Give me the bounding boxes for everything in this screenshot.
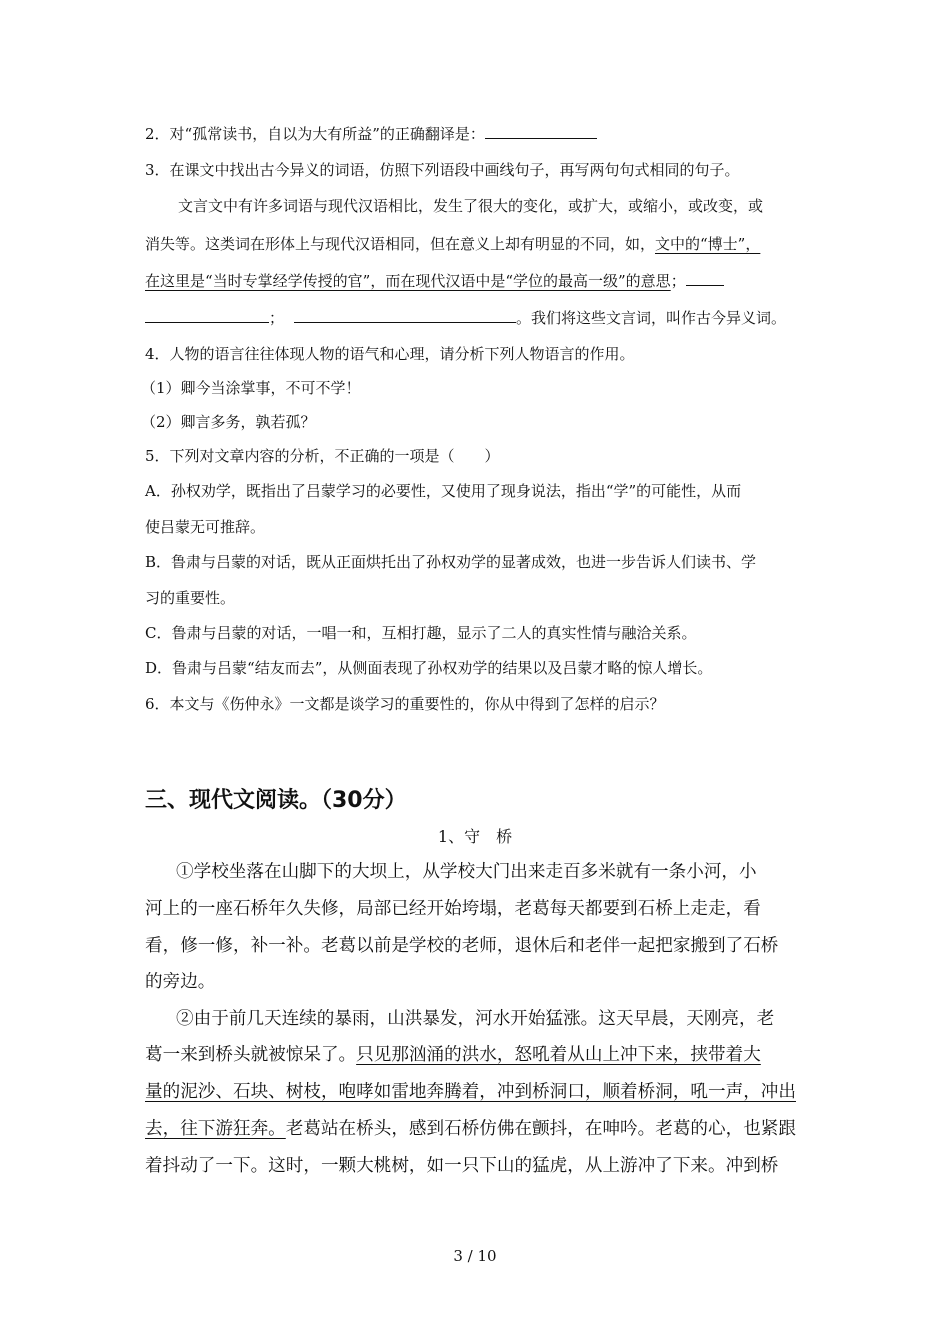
paragraph-1-line: 河上的一座石桥年久失修，局部已经开始垮塌，老葛每天都要到石桥上走走，看	[145, 899, 761, 919]
passage-text: 消失等。这类词在形体上与现代汉语相同，但在意义上却有明显的不同，如，	[145, 235, 656, 253]
page-number: 3 / 10	[453, 1247, 497, 1265]
question-4-sentence-2: （2）卿言多务，孰若孤？	[141, 413, 316, 431]
answer-blank[interactable]	[145, 308, 269, 323]
passage-text: 。我们将这些文言词，叫作古今异义词。	[516, 309, 787, 327]
underlined-sentence: 在这里是“当时专掌经学传授的官”，而在现代汉语中是“学位的最高一级”的意思	[145, 272, 671, 290]
question-4: 4．人物的语言往往体现人物的语气和心理，请分析下列人物语言的作用。	[145, 345, 635, 363]
section-heading: 三、现代文阅读。（30分）	[145, 788, 407, 813]
passage-title: 1、守 桥	[437, 827, 513, 846]
paragraph-2-line	[145, 1080, 796, 1104]
option-b-cont: 习的重要性。	[145, 589, 236, 607]
question-2	[145, 124, 597, 144]
passage-text: ；	[269, 309, 285, 327]
question-6: 6．本文与《伤仲永》一文都是谈学习的重要性的，你从中得到了怎样的启示？	[145, 695, 665, 713]
paragraph-2-line: 着抖动了一下。这时，一颗大桃树，如一只下山的猛虎，从上游冲了下来。冲到桥	[145, 1156, 779, 1176]
option-a-cont: 使吕蒙无可推辞。	[145, 518, 266, 536]
question-3-passage-line: 文言文中有许多词语与现代汉语相比，发生了很大的变化，或扩大，或缩小，或改变，或	[178, 197, 764, 215]
answer-blank[interactable]	[294, 308, 516, 323]
underlined-sentence: 文中的“博士”，	[655, 235, 761, 253]
question-3-passage-line	[145, 308, 786, 328]
passage-text: 老葛站在桥头，感到石桥仿佛在颤抖，在呻吟。老葛的心，也紧跟	[285, 1119, 796, 1139]
question-2-text: 2．对“孤常读书，自以为大有所益”的正确翻译是：	[145, 125, 485, 143]
question-3: 3．在课文中找出古今异义的词语，仿照下列语段中画线句子，再写两句句式相同的句子。	[145, 161, 740, 179]
paragraph-2-line: ②由于前几天连续的暴雨，山洪暴发，河水开始猛涨。这天早晨，天刚亮，老	[176, 1009, 775, 1029]
paragraph-2-line	[145, 1043, 761, 1067]
option-a: A．孙权劝学，既指出了吕蒙学习的必要性，又使用了现身说法，指出“学”的可能性，从而	[145, 482, 742, 500]
paragraph-1-line: 看，修一修，补一补。老葛以前是学校的老师，退休后和老伴一起把家搬到了石桥	[145, 936, 779, 956]
underlined-sentence: 只见那汹涌的洪水，怒吼着从山上冲下来，挟带着大	[356, 1045, 761, 1065]
option-b: B．鲁肃与吕蒙的对话，既从正面烘托出了孙权劝学的显著成效，也进一步告诉人们读书、学	[145, 553, 757, 571]
answer-blank[interactable]	[686, 271, 724, 286]
passage-text: ；	[670, 272, 686, 290]
underlined-sentence: 去，往下游狂奔。	[145, 1119, 286, 1139]
underlined-sentence: 量的泥沙、石块、树枝，咆哮如雷地奔腾着，冲到桥洞口，顺着桥洞，吼一声，冲出	[145, 1082, 796, 1102]
question-3-passage-line	[145, 271, 724, 291]
option-c: C．鲁肃与吕蒙的对话，一唱一和，互相打趣，显示了二人的真实性情与融洽关系。	[145, 624, 697, 642]
question-3-passage-line	[145, 234, 760, 254]
question-4-sentence-1: （1）卿今当涂掌事，不可不学！	[141, 379, 361, 397]
answer-blank[interactable]	[485, 124, 597, 139]
paragraph-2-line	[145, 1117, 796, 1141]
passage-text: 葛一来到桥头就被惊呆了。	[145, 1045, 357, 1065]
paragraph-1-line: 的旁边。	[145, 972, 216, 992]
question-5: 5．下列对文章内容的分析，不正确的一项是（ ）	[145, 447, 500, 465]
paragraph-1-line: ①学校坐落在山脚下的大坝上，从学校大门出来走百多米就有一条小河，小	[176, 862, 757, 882]
option-d: D．鲁肃与吕蒙“结友而去”，从侧面表现了孙权劝学的结果以及吕蒙才略的惊人增长。	[145, 659, 713, 677]
